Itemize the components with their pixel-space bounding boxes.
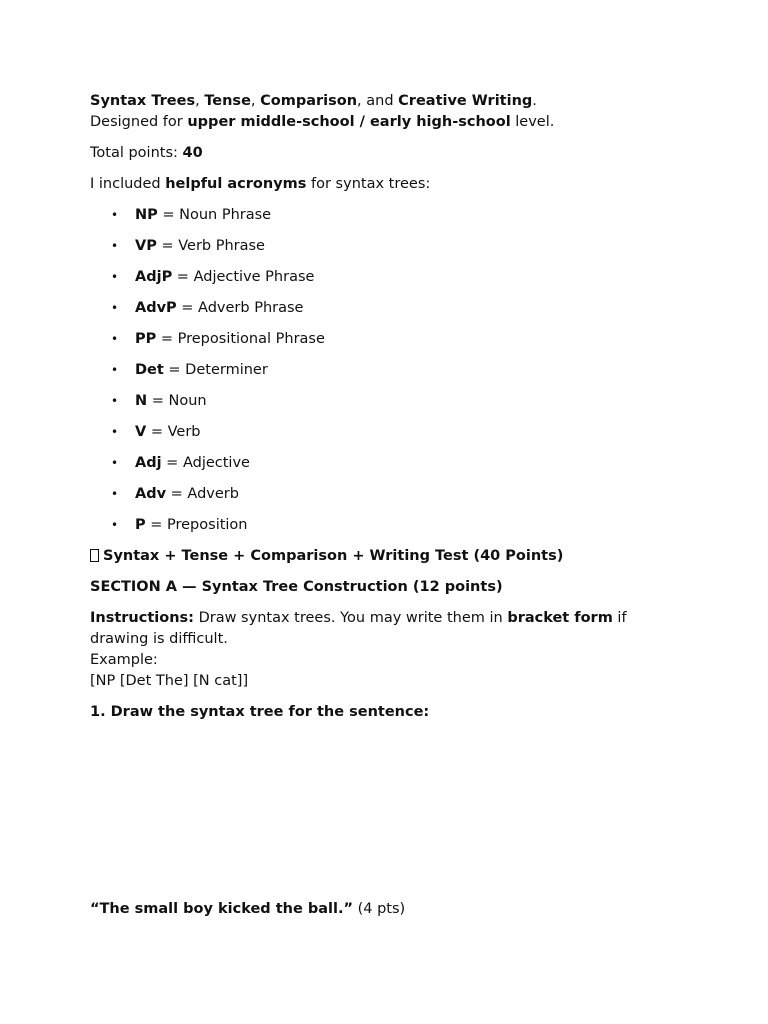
list-item [90, 391, 680, 412]
section-a-heading: SECTION A — Syntax Tree Construction (12 points) [90, 579, 503, 595]
acronym-abbr: N [135, 393, 148, 409]
separator: , [250, 93, 261, 109]
answer-space [90, 733, 680, 899]
instructions-text: Draw syntax trees. You may write them in [193, 610, 508, 626]
list-item [90, 515, 680, 536]
topic-creative-writing: Creative Writing [398, 93, 533, 109]
designed-level: upper middle-school / early high-school [187, 114, 511, 130]
intro-topics [90, 91, 680, 112]
acronym-meaning: = Preposition [145, 517, 248, 533]
acronym-meaning: = Adverb [166, 486, 239, 502]
acronym-abbr: AdjP [135, 269, 173, 285]
acronym-abbr: Adj [135, 455, 162, 471]
list-item [90, 298, 680, 319]
bullet-icon: • [111, 394, 119, 408]
bullet-icon: • [111, 332, 119, 346]
acronyms-intro [90, 174, 680, 195]
list-item [90, 422, 680, 443]
acronym-meaning: = Verb Phrase [156, 238, 265, 254]
acronym-meaning: = Adverb Phrase [176, 300, 304, 316]
question-1-sentence [90, 899, 680, 920]
acronym-abbr: PP [135, 331, 157, 347]
bullet-icon: • [111, 270, 119, 284]
acronyms-intro-bold: helpful acronyms [165, 176, 307, 192]
acronym-abbr: AdvP [135, 300, 177, 316]
question-1-points: (4 pts) [352, 901, 406, 917]
bullet-icon: • [111, 208, 119, 222]
document-page [90, 91, 680, 920]
acronym-meaning: = Noun [147, 393, 207, 409]
acronym-abbr: Adv [135, 486, 167, 502]
bullet-icon: • [111, 518, 119, 532]
topic-comparison: Comparison [260, 93, 358, 109]
example-label: Example: [90, 652, 158, 668]
test-title [90, 546, 680, 567]
bullet-icon: • [111, 425, 119, 439]
list-item [90, 360, 680, 381]
test-title-text: Syntax + Tense + Comparison + Writing Test (40 Points) [103, 548, 564, 564]
question-1-sentence-text: “The small boy kicked the ball.” [90, 901, 353, 917]
topic-syntax-trees: Syntax Trees [90, 93, 196, 109]
designed-suffix: level. [510, 114, 555, 130]
acronym-meaning: = Prepositional Phrase [156, 331, 325, 347]
designed-prefix: Designed for [90, 114, 188, 130]
list-item [90, 329, 680, 350]
list-item [90, 205, 680, 226]
acronym-abbr: Det [135, 362, 164, 378]
acronym-meaning: = Determiner [163, 362, 268, 378]
instructions [90, 608, 680, 650]
total-points [90, 143, 680, 164]
acronym-abbr: P [135, 517, 146, 533]
bullet-icon: • [111, 363, 119, 377]
total-points-value: 40 [182, 145, 203, 161]
bullet-icon: • [111, 487, 119, 501]
example-bracket: [NP [Det The] [N cat]] [90, 673, 249, 689]
bullet-icon: • [111, 301, 119, 315]
list-item [90, 267, 680, 288]
bullet-icon: • [111, 239, 119, 253]
topic-tense: Tense [204, 93, 251, 109]
acronym-abbr: VP [135, 238, 157, 254]
list-item [90, 236, 680, 257]
acronym-meaning: = Verb [146, 424, 201, 440]
bullet-icon: • [111, 456, 119, 470]
acronym-list [90, 205, 680, 536]
total-points-label: Total points: [90, 145, 183, 161]
question-1-prompt: 1. Draw the syntax tree for the sentence: [90, 704, 430, 720]
instructions-text: if drawing is difficult. [90, 610, 627, 647]
instructions-label: Instructions: [90, 610, 194, 626]
separator: , [195, 93, 205, 109]
acronyms-intro-post: for syntax trees: [306, 176, 431, 192]
list-item [90, 453, 680, 474]
acronym-abbr: NP [135, 207, 158, 223]
list-item [90, 484, 680, 505]
separator: . [532, 93, 537, 109]
intro-designed-for [90, 112, 680, 133]
acronym-meaning: = Adjective Phrase [172, 269, 315, 285]
missing-glyph-icon [90, 549, 99, 562]
instructions-bold: bracket form [507, 610, 613, 626]
acronym-meaning: = Noun Phrase [157, 207, 272, 223]
acronym-abbr: V [135, 424, 147, 440]
separator: , and [357, 93, 399, 109]
acronyms-intro-pre: I included [90, 176, 166, 192]
acronym-meaning: = Adjective [161, 455, 250, 471]
